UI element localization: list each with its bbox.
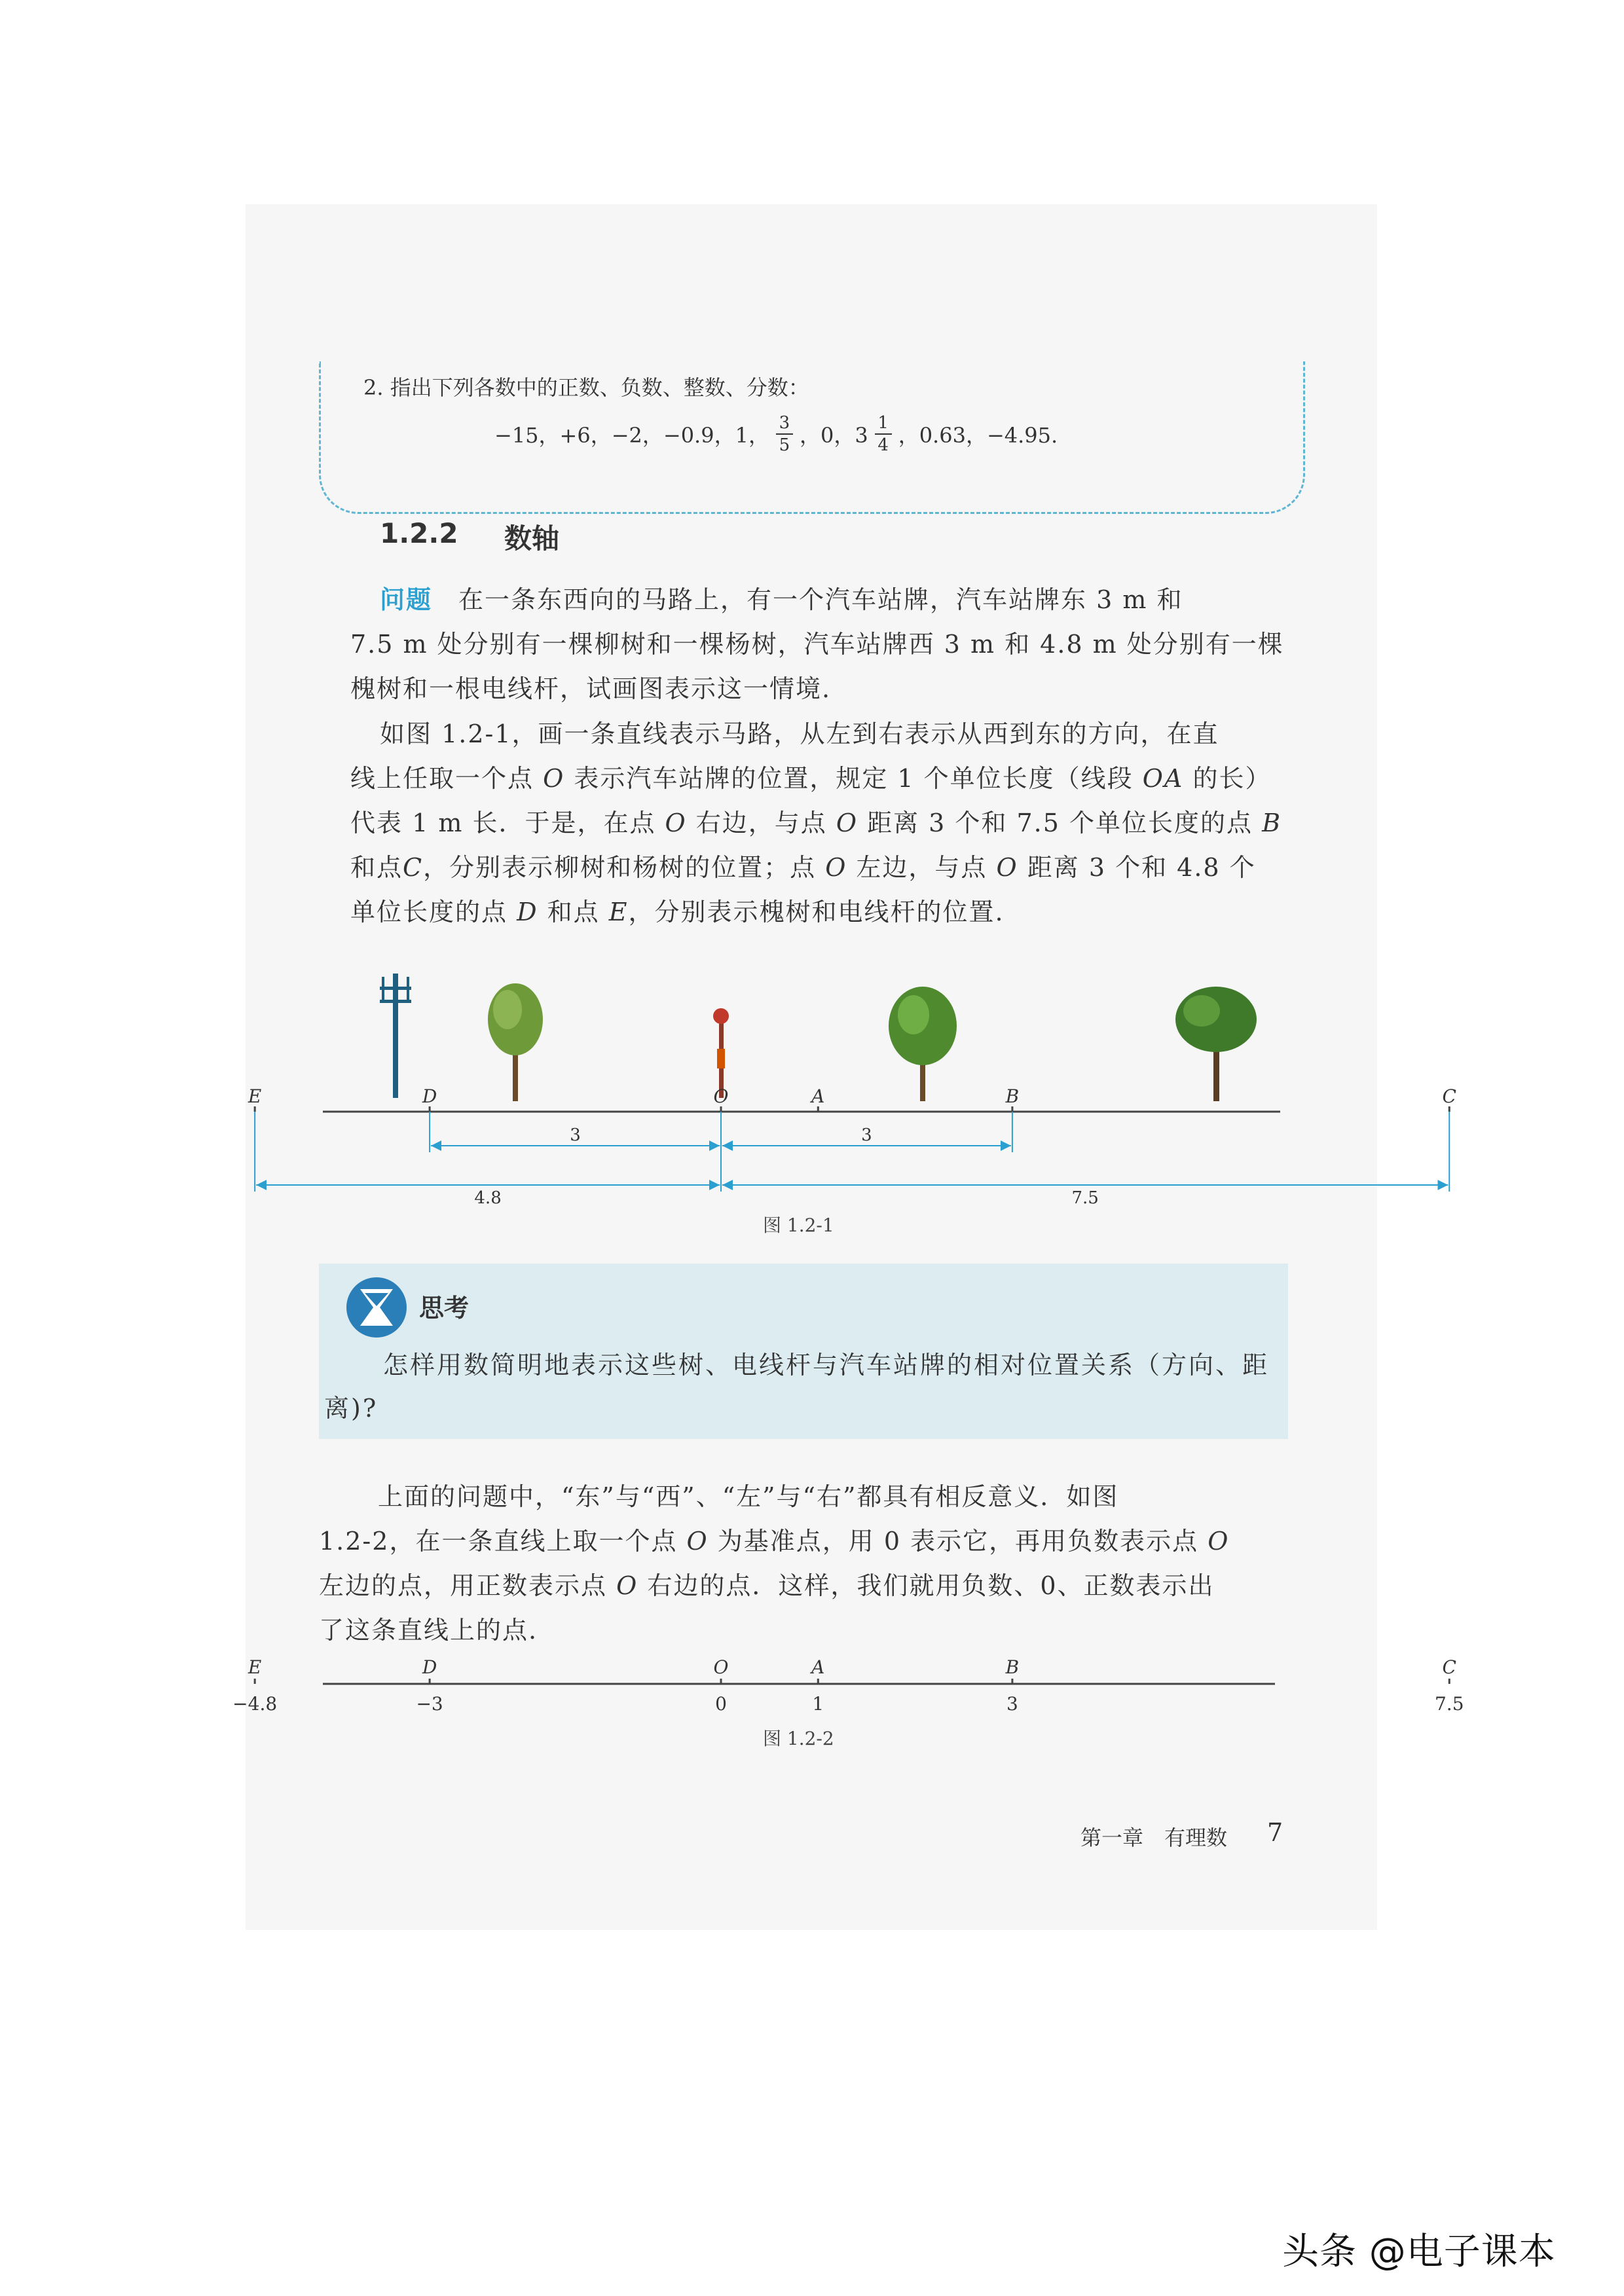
numbers-part1: −15，+6，−2，−0.9，1， [494,423,769,448]
tree-icon [889,987,957,1101]
problem-line: 7.5 m 处分别有一棵柳树和一棵杨树，汽车站牌西 3 m 和 4.8 m 处分别有一棵 [350,630,1284,659]
textbook-page [232,204,1464,1930]
paragraph-2 [319,1474,1314,1652]
page-number: 7 [1267,1818,1283,1847]
point-number: 1 [812,1693,824,1715]
figure-2-caption: 图 1.2-2 [763,1728,834,1749]
numbers-part2: ，0，3 [799,423,868,448]
point-label: B [1005,1656,1020,1678]
distance-label: 3 [861,1125,872,1145]
point-label: A [811,1656,825,1678]
problem-line: 槐树和一根电线杆，试画图表示这一情境. [350,674,832,703]
distance-label: 3 [570,1125,581,1145]
fraction-3-5 [776,412,793,456]
section-number: 1.2.2 [380,517,458,549]
fraction-numerator: 1 [877,413,889,433]
fraction-denominator: 4 [877,435,889,455]
point-label: E [248,1656,262,1678]
think-icon [344,1275,409,1340]
problem-line: 在一条东西向的马路上，有一个汽车站牌，汽车站牌东 3 m 和 [458,585,1183,614]
point-number: 3 [1006,1693,1018,1715]
bus-stop-sign-icon [713,1008,729,1098]
explain-line: 代表 1 m 长．于是，在点 O 右边，与点 O 距离 3 个和 7.5 个单位长度的点 B [350,809,1282,837]
point-label: A [811,1085,825,1107]
distance-label: 7.5 [1071,1188,1099,1208]
point-label: C [1442,1656,1456,1678]
point-label: D [422,1085,437,1107]
paragraph-line: 了这条直线上的点. [319,1616,538,1645]
numbers-part3: ，0.63，−4.95. [898,423,1058,448]
point-number: −3 [416,1693,443,1715]
paragraph-line: 上面的问题中，“东”与“西”、“左”与“右”都具有相反意义．如图 [378,1482,1119,1511]
fraction-numerator: 3 [779,413,790,433]
explain-line: 线上任取一个点 O 表示汽车站牌的位置，规定 1 个单位长度（线段 OA 的长） [350,764,1272,793]
section-title: 数轴 [504,522,560,555]
point-number: 7.5 [1434,1693,1464,1715]
explain-line: 如图 1.2-1，画一条直线表示马路，从左到右表示从西到东的方向，在直 [380,720,1219,748]
tree-icon [488,983,543,1101]
explain-paragraph [350,712,1313,934]
explain-line: 单位长度的点 D 和点 E，分别表示槐树和电线杆的位置. [350,898,1005,926]
watermark: 头条 @电子课本 [1282,2231,1556,2273]
point-label: O [713,1656,729,1678]
fraction-denominator: 5 [779,435,790,455]
paragraph-line: 左边的点，用正数表示点 O 右边的点．这样，我们就用负数、0、正数表示出 [319,1571,1215,1600]
fraction-1-4 [875,412,892,456]
problem-keyword: 问题 [380,585,433,614]
point-label: E [248,1085,262,1107]
figure-1-2-2 [232,1645,1464,1723]
think-title: 思考 [419,1294,470,1322]
point-number: 0 [715,1693,727,1715]
point-number: −4.8 [232,1693,278,1715]
problem-paragraph [350,577,1323,711]
tree-icon [1175,987,1257,1101]
explain-line: 和点C，分别表示柳树和杨树的位置；点 O 左边，与点 O 距离 3 个和 4.8 个 [350,853,1256,882]
exercise-question: 2. 指出下列各数中的正数、负数、整数、分数： [363,375,809,400]
exercise-numbers [494,412,1058,456]
think-body: 怎样用数简明地表示这些树、电线杆与汽车站牌的相对位置关系（方向、距离)? [324,1351,1270,1423]
point-label: D [422,1656,437,1678]
distance-label: 4.8 [474,1188,502,1208]
pole-icon [380,974,411,1098]
paragraph-line: 1.2-2，在一条直线上取一个点 O 为基准点，用 0 表示它，再用负数表示点 O [319,1527,1230,1556]
point-label: B [1005,1085,1020,1107]
point-label: C [1442,1085,1456,1107]
chapter-title: 第一章 有理数 [1080,1825,1228,1850]
figure-1-caption: 图 1.2-1 [763,1214,834,1236]
point-label: O [713,1085,729,1107]
